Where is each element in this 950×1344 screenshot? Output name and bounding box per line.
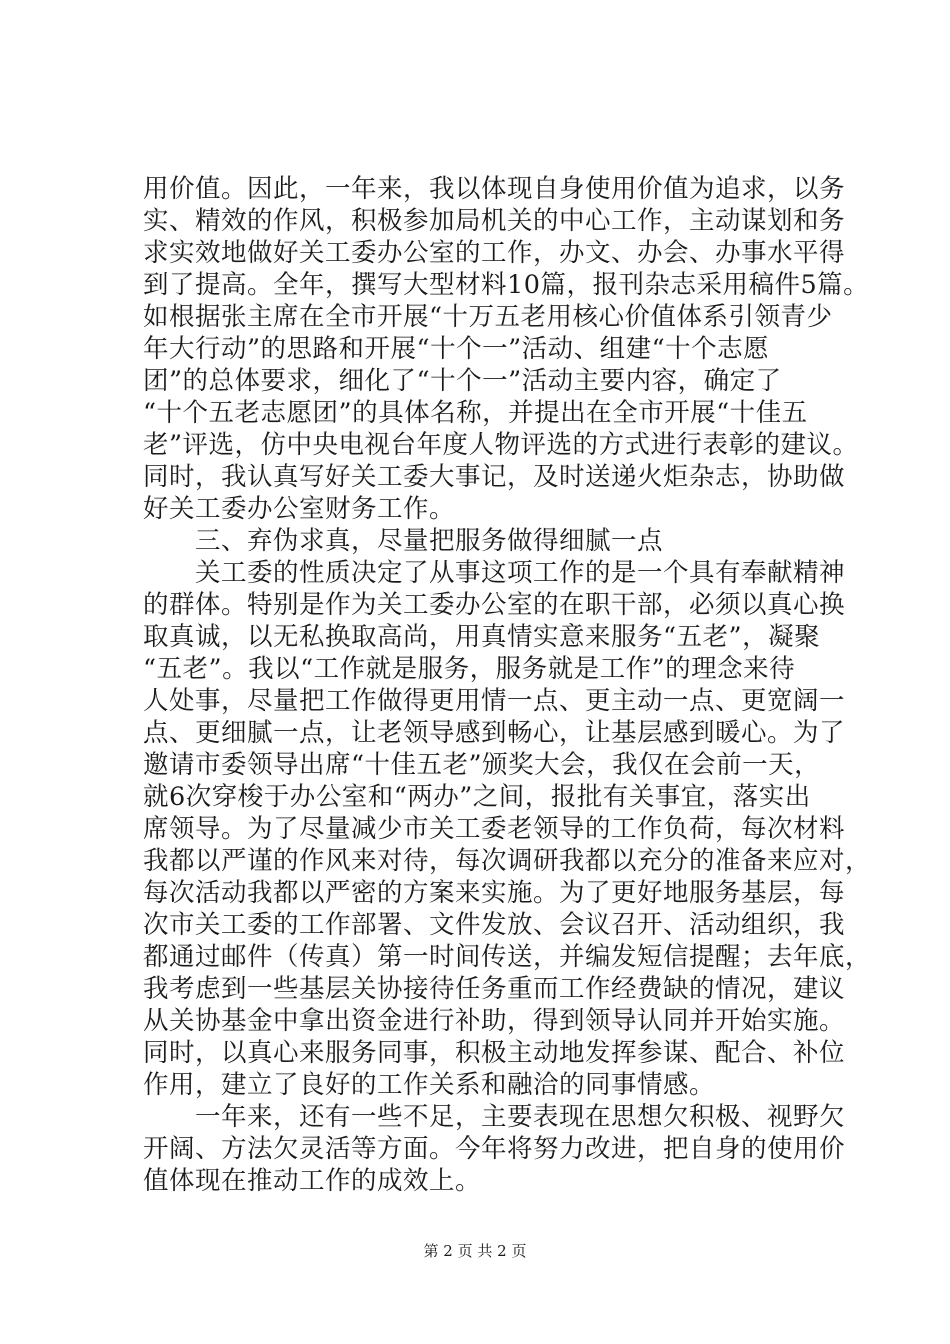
text-line: 就6次穿梭于办公室和“两办”之间，报批有关事宜，落实出 bbox=[143, 782, 811, 812]
text-line: “五老”。我以“工作就是服务，服务就是工作”的理念来待 bbox=[143, 654, 796, 684]
text-line: 作用，建立了良好的工作关系和融洽的同事情感。 bbox=[143, 1070, 716, 1100]
text-line: 同时，以真心来服务同事，积极主动地发挥参谋、配合、补位 bbox=[143, 1038, 846, 1068]
text-line: 到了提高。全年，撰写大型材料10篇，报刊杂志采用稿件5篇。 bbox=[143, 270, 870, 300]
text-line: 都通过邮件（传真）第一时间传送，并编发短信提醒；去年底， bbox=[143, 942, 872, 972]
text-line: 的群体。特别是作为关工委办公室的在职干部，必须以真心换 bbox=[143, 590, 846, 620]
text-line: 取真诚，以无私换取高尚，用真情实意来服务“五老”，凝聚 bbox=[143, 622, 821, 652]
body-text bbox=[143, 173, 872, 1197]
text-line: 年大行动”的思路和开展“十个一”活动、组建“十个志愿 bbox=[143, 334, 770, 364]
text-line: 每次活动我都以严密的方案来实施。为了更好地服务基层，每 bbox=[143, 878, 846, 908]
text-line: 席领导。为了尽量减少市关工委老领导的工作负荷，每次材料 bbox=[143, 814, 846, 844]
text-line: 邀请市委领导出席“十佳五老”颁奖大会，我仅在会前一天， bbox=[143, 750, 821, 780]
text-line: 一年来，还有一些不足，主要表现在思想欠积极、视野欠 bbox=[143, 1102, 846, 1132]
text-line: “十个五老志愿团”的具体名称，并提出在全市开展“十佳五 bbox=[143, 398, 808, 428]
text-line: 值体现在推动工作的成效上。 bbox=[143, 1166, 482, 1196]
text-line: 从关协基金中拿出资金进行补助，得到领导认同并开始实施。 bbox=[143, 1006, 846, 1036]
text-line: 我考虑到一些基层关协接待任务重而工作经费缺的情况，建议 bbox=[143, 974, 846, 1004]
text-line: 次市关工委的工作部署、文件发放、会议召开、活动组织，我 bbox=[143, 910, 846, 940]
text-line: 关工委的性质决定了从事这项工作的是一个具有奉献精神 bbox=[143, 558, 846, 588]
page-number-footer: 第 2 页 共 2 页 bbox=[423, 1242, 527, 1260]
text-line: 我都以严谨的作风来对待，每次调研我都以充分的准备来应对， bbox=[143, 846, 872, 876]
text-line: 求实效地做好关工委办公室的工作，办文、办会、办事水平得 bbox=[143, 238, 846, 268]
text-line: 实、精效的作风，积极参加局机关的中心工作，主动谋划和务 bbox=[143, 206, 846, 236]
text-line: 老”评选，仿中央电视台年度人物评选的方式进行表彰的建议。 bbox=[143, 430, 859, 460]
text-line: 点、更细腻一点，让老领导感到畅心，让基层感到暖心。为了 bbox=[143, 718, 846, 748]
text-line: 如根据张主席在全市开展“十万五老用核心价值体系引领青少 bbox=[143, 302, 833, 332]
section-heading: 三、弃伪求真，尽量把服务做得细腻一点 bbox=[143, 526, 664, 556]
text-line: 开阔、方法欠灵活等方面。今年将努力改进，把自身的使用价 bbox=[143, 1134, 846, 1164]
text-line: 用价值。因此，一年来，我以体现自身使用价值为追求，以务 bbox=[143, 174, 846, 204]
text-line: 同时，我认真写好关工委大事记，及时送递火炬杂志，协助做 bbox=[143, 462, 846, 492]
text-line: 人处事，尽量把工作做得更用情一点、更主动一点、更宽阔一 bbox=[143, 686, 846, 716]
text-line: 团”的总体要求，细化了“十个一”活动主要内容，确定了 bbox=[143, 366, 782, 396]
text-line: 好关工委办公室财务工作。 bbox=[143, 494, 456, 524]
